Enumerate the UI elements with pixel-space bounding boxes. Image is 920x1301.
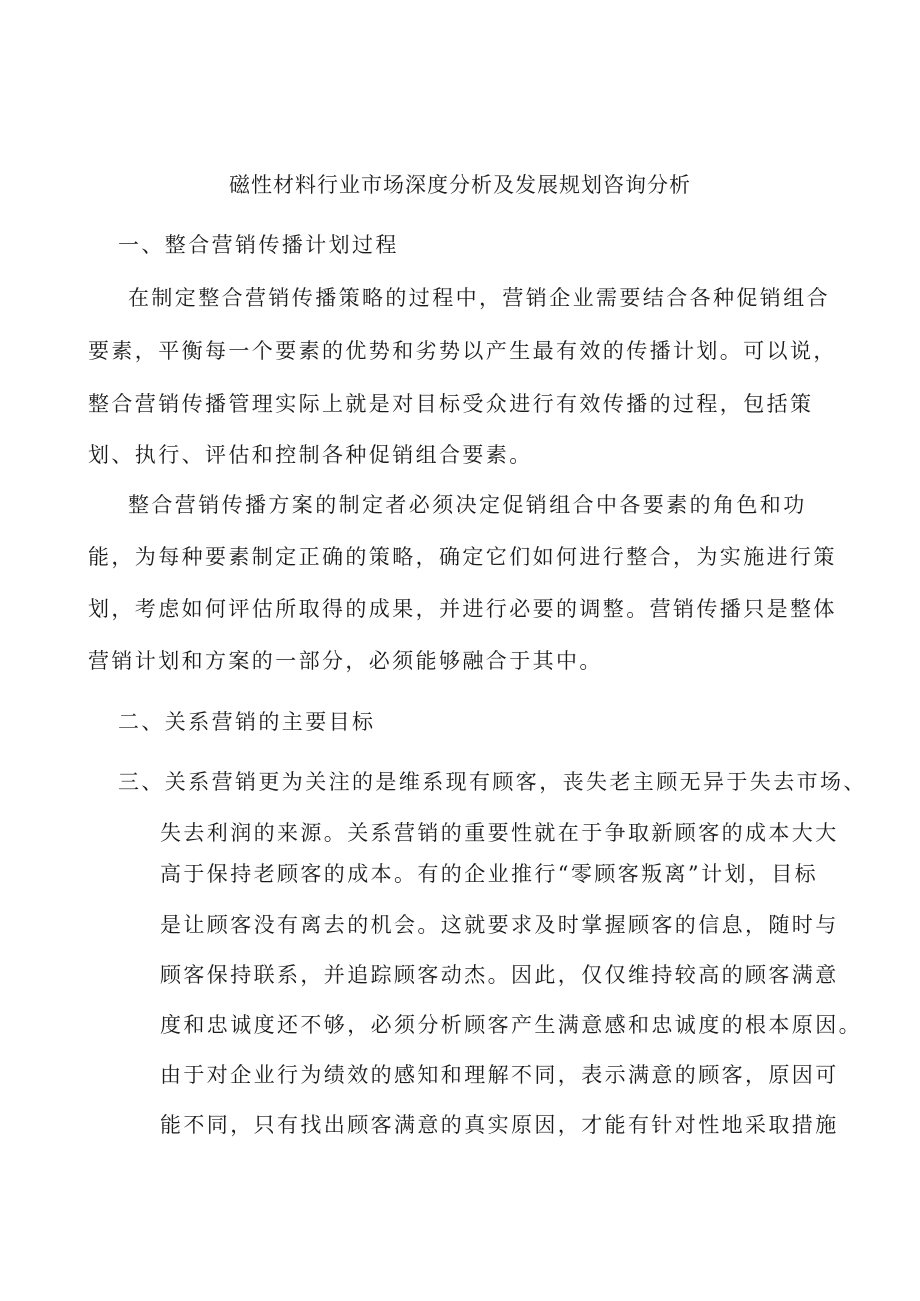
paragraph-2-line: 能，为每种要素制定正确的策略，确定它们如何进行整合，为实施进行策 xyxy=(88,545,837,569)
paragraph-2-line: 划，考虑如何评估所取得的成果，并进行必要的调整。营销传播只是整体 xyxy=(88,597,837,621)
paragraph-2-line: 整合营销传播方案的制定者必须决定促销组合中各要素的角色和功 xyxy=(128,493,807,517)
paragraph-1-line: 划、执行、评估和控制各种促销组合要素。 xyxy=(88,443,533,467)
paragraph-2-line: 营销计划和方案的一部分，必须能够融合于其中。 xyxy=(88,649,603,673)
section-heading-2: 二、关系营销的主要目标 xyxy=(118,710,376,734)
section-3-line: 失去利润的来源。关系营销的重要性就在于争取新顾客的成本大大 xyxy=(160,821,839,845)
section-3-line: 能不同，只有找出顾客满意的真实原因，才能有针对性地采取措施 xyxy=(160,1113,839,1137)
paragraph-1-line: 在制定整合营销传播策略的过程中，营销企业需要结合各种促销组合 xyxy=(128,286,830,310)
section-3-line: 高于保持老顾客的成本。有的企业推行“零顾客叛离”计划，目标 xyxy=(160,862,819,886)
paragraph-1-line: 要素，平衡每一个要素的优势和劣势以产生最有效的传播计划。可以说， xyxy=(88,339,837,363)
section-3-line: 是让顾客没有离去的机会。这就要求及时掌握顾客的信息，随时与 xyxy=(160,913,839,937)
document-title: 磁性材料行业市场深度分析及发展规划咨询分析 xyxy=(229,173,691,197)
section-3-line: 由于对企业行为绩效的感知和理解不同，表示满意的顾客，原因可 xyxy=(160,1063,839,1087)
section-heading-1: 一、整合营销传播计划过程 xyxy=(118,233,399,257)
section-3-line: 顾客保持联系，并追踪顾客动杰。因此，仅仅维持较高的顾客满意 xyxy=(160,963,839,987)
section-3-line: 度和忠诚度还不够，必须分析顾客产生满意感和忠诚度的根本原因。 xyxy=(160,1013,862,1037)
paragraph-1-line: 整合营销传播管理实际上就是对目标受众进行有效传播的过程，包括策 xyxy=(88,392,814,416)
section-3-line: 三、关系营销更为关注的是维系现有顾客，丧失老主顾无异于失去市场、 xyxy=(118,770,867,794)
